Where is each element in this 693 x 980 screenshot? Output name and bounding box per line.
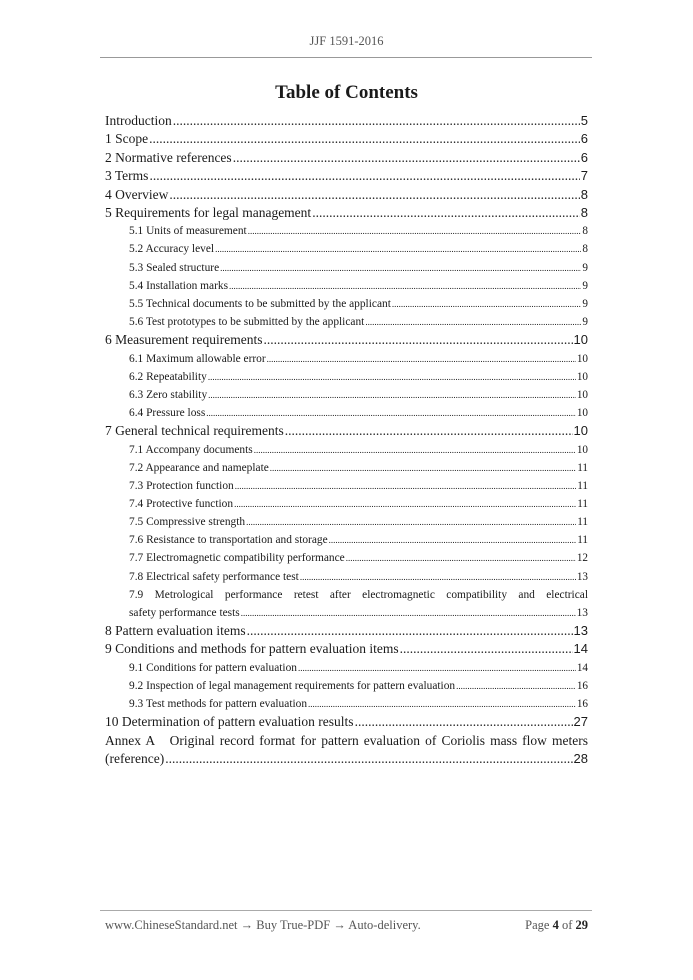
toc-entry-5-6[interactable]: 5.6 Test prototypes to be submitted by the applicant ..... 9 <box>105 313 588 331</box>
toc-entry-7-8[interactable]: 7.8 Electrical safety performance test ..... 13 <box>105 568 588 586</box>
page-title: Table of Contents <box>275 82 418 103</box>
toc-entry-5[interactable]: 5 Requirements for legal management ..... 8 <box>105 204 588 222</box>
footer-divider <box>100 910 592 911</box>
toc-entry-label-line1: 7.9 Metrological performance retest after electromagnetic compatibility and electrical <box>129 588 588 601</box>
footer-link-text[interactable]: www.ChineseStandard.net → Buy True-PDF → Auto-delivery. <box>105 918 421 932</box>
toc-entry-7-5[interactable]: 7.5 Compressive strength ..... 11 <box>105 513 588 531</box>
current-page-number: 4 <box>552 918 559 932</box>
toc-entry-7-6[interactable]: 7.6 Resistance to transportation and storage ..... 11 <box>105 531 588 549</box>
toc-entry-5-3[interactable]: 5.3 Sealed structure ..... 9 <box>105 259 588 277</box>
toc-entry-8[interactable]: 8 Pattern evaluation items ..... 13 <box>105 622 588 640</box>
toc-entry-9-1[interactable]: 9.1 Conditions for pattern evaluation ..... 14 <box>105 659 588 677</box>
toc-entry-6-4[interactable]: 6.4 Pressure loss ..... 10 <box>105 404 588 422</box>
toc-entry-5-5[interactable]: 5.5 Technical documents to be submitted by the applicant ..... 9 <box>105 295 588 313</box>
total-page-count: 29 <box>575 918 588 932</box>
toc-entry-10[interactable]: 10 Determination of pattern evaluation results ..... 27 <box>105 713 588 731</box>
toc-entry-7-4[interactable]: 7.4 Protective function ..... 11 <box>105 495 588 513</box>
toc-entry-7-1[interactable]: 7.1 Accompany documents ..... 10 <box>105 441 588 459</box>
page-indicator: Page 4 of 29 <box>525 918 588 932</box>
toc-entry-9[interactable]: 9 Conditions and methods for pattern evaluation items ..... 14 <box>105 640 588 658</box>
toc-entry-6[interactable]: 6 Measurement requirements ..... 10 <box>105 331 588 349</box>
toc-entry-7-2[interactable]: 7.2 Appearance and nameplate ..... 11 <box>105 459 588 477</box>
table-of-contents <box>105 112 588 768</box>
toc-entry-5-4[interactable]: 5.4 Installation marks ..... 9 <box>105 277 588 295</box>
toc-entry-6-3[interactable]: 6.3 Zero stability ..... 10 <box>105 386 588 404</box>
toc-entry-label-line2: (reference) <box>105 750 165 766</box>
toc-entry-2[interactable]: 2 Normative references ..... 6 <box>105 149 588 167</box>
toc-entry-6-1[interactable]: 6.1 Maximum allowable error ..... 10 <box>105 350 588 368</box>
header-divider <box>100 57 592 58</box>
toc-entry-3[interactable]: 3 Terms ..... 7 <box>105 167 588 185</box>
toc-entry-label-line1: Annex A Original record format for pattern evaluation of Coriolis mass flow meters <box>105 732 588 748</box>
document-code-header: JJF 1591-2016 <box>309 34 384 48</box>
toc-entry-7-7[interactable]: 7.7 Electromagnetic compatibility performance ..... 12 <box>105 549 588 567</box>
toc-entry-7[interactable]: 7 General technical requirements ..... 10 <box>105 422 588 440</box>
toc-entry-7-9[interactable]: 7.9 Metrological performance retest after electromagnetic compatibility and electrical safety performance tests ..... 13 <box>105 586 588 622</box>
toc-entry-4[interactable]: 4 Overview ..... 8 <box>105 186 588 204</box>
toc-entry-5-2[interactable]: 5.2 Accuracy level ..... 8 <box>105 240 588 258</box>
toc-entry-annex-a[interactable]: Annex A Original record format for pattern evaluation of Coriolis mass flow meters (reference) ..... 28 <box>105 732 588 769</box>
toc-entry-9-2[interactable]: 9.2 Inspection of legal management requirements for pattern evaluation ..... 16 <box>105 677 588 695</box>
toc-entry-7-3[interactable]: 7.3 Protection function ..... 11 <box>105 477 588 495</box>
toc-entry-label-line2: safety performance tests <box>129 606 240 619</box>
toc-entry-6-2[interactable]: 6.2 Repeatability ..... 10 <box>105 368 588 386</box>
toc-entry-5-1[interactable]: 5.1 Units of measurement ..... 8 <box>105 222 588 240</box>
toc-entry-introduction[interactable]: Introduction ..... 5 <box>105 112 588 130</box>
toc-entry-1[interactable]: 1 Scope ..... 6 <box>105 130 588 148</box>
toc-entry-9-3[interactable]: 9.3 Test methods for pattern evaluation ..... 16 <box>105 695 588 713</box>
